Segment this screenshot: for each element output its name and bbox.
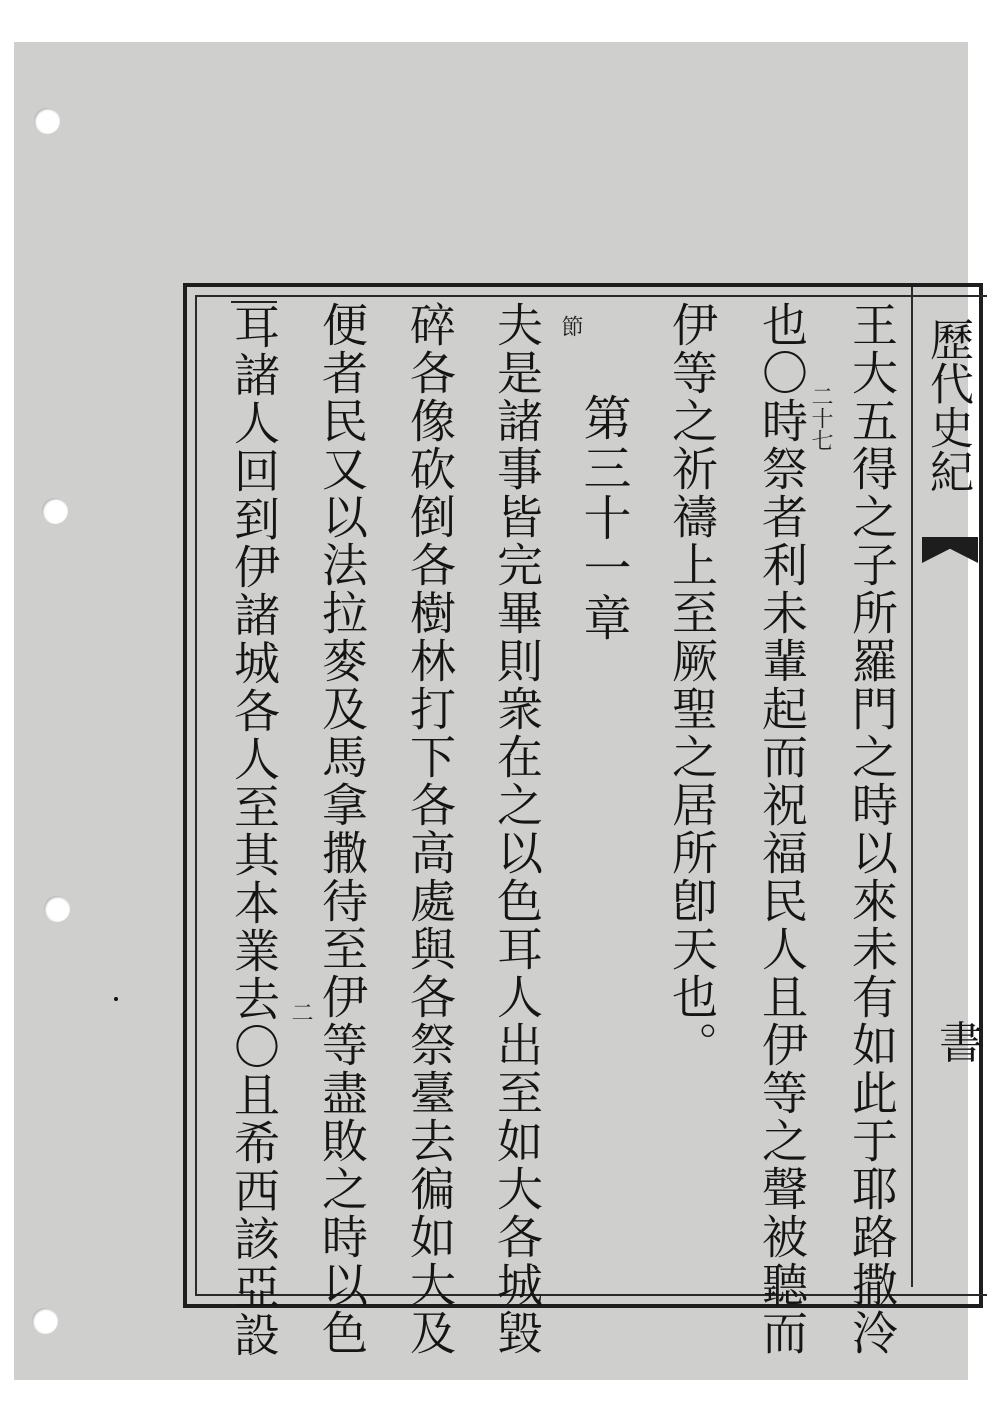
printed-page-frame: [183, 283, 983, 1359]
stray-ink-dot: [114, 997, 118, 1001]
punch-hole: [32, 1308, 58, 1334]
text-column-1: 王大五得之子所羅門之時以來未有如此于耶路撒泠: [845, 301, 899, 1357]
section-mark: 節: [558, 315, 583, 337]
text-column-3: 伊等之祈禱上至厥聖之居所卽天也。: [665, 301, 719, 1069]
text-column-6: 碎各像砍倒各樹林打下各高處與各祭臺去徧如大及: [403, 301, 457, 1357]
text-column-2: 也〇時祭者利未輩起而祝福民人且伊等之聲被聽而: [755, 301, 809, 1357]
text-column-7: 便者民又以法拉麥及馬拿撒待至伊等盡敗之時以色: [315, 301, 369, 1357]
chapter-heading: 第三十一章: [575, 393, 631, 643]
running-title: 歷代史紀: [922, 317, 973, 493]
punch-hole: [42, 498, 68, 524]
text-column-8: 耳諸人回到伊諸城各人至其本業去〇且希西該亞設: [227, 303, 281, 1359]
text-column-5: 夫是諸事皆完畢則衆在之以色耳人出至如大各城毀: [490, 301, 544, 1357]
text-body: [209, 301, 919, 1359]
punch-hole: [34, 108, 60, 134]
punch-hole: [44, 896, 70, 922]
verse-number-27: 二十七: [808, 385, 833, 451]
verse-number-2: 二: [288, 1001, 313, 1023]
edge-character: 書: [939, 1018, 983, 1069]
